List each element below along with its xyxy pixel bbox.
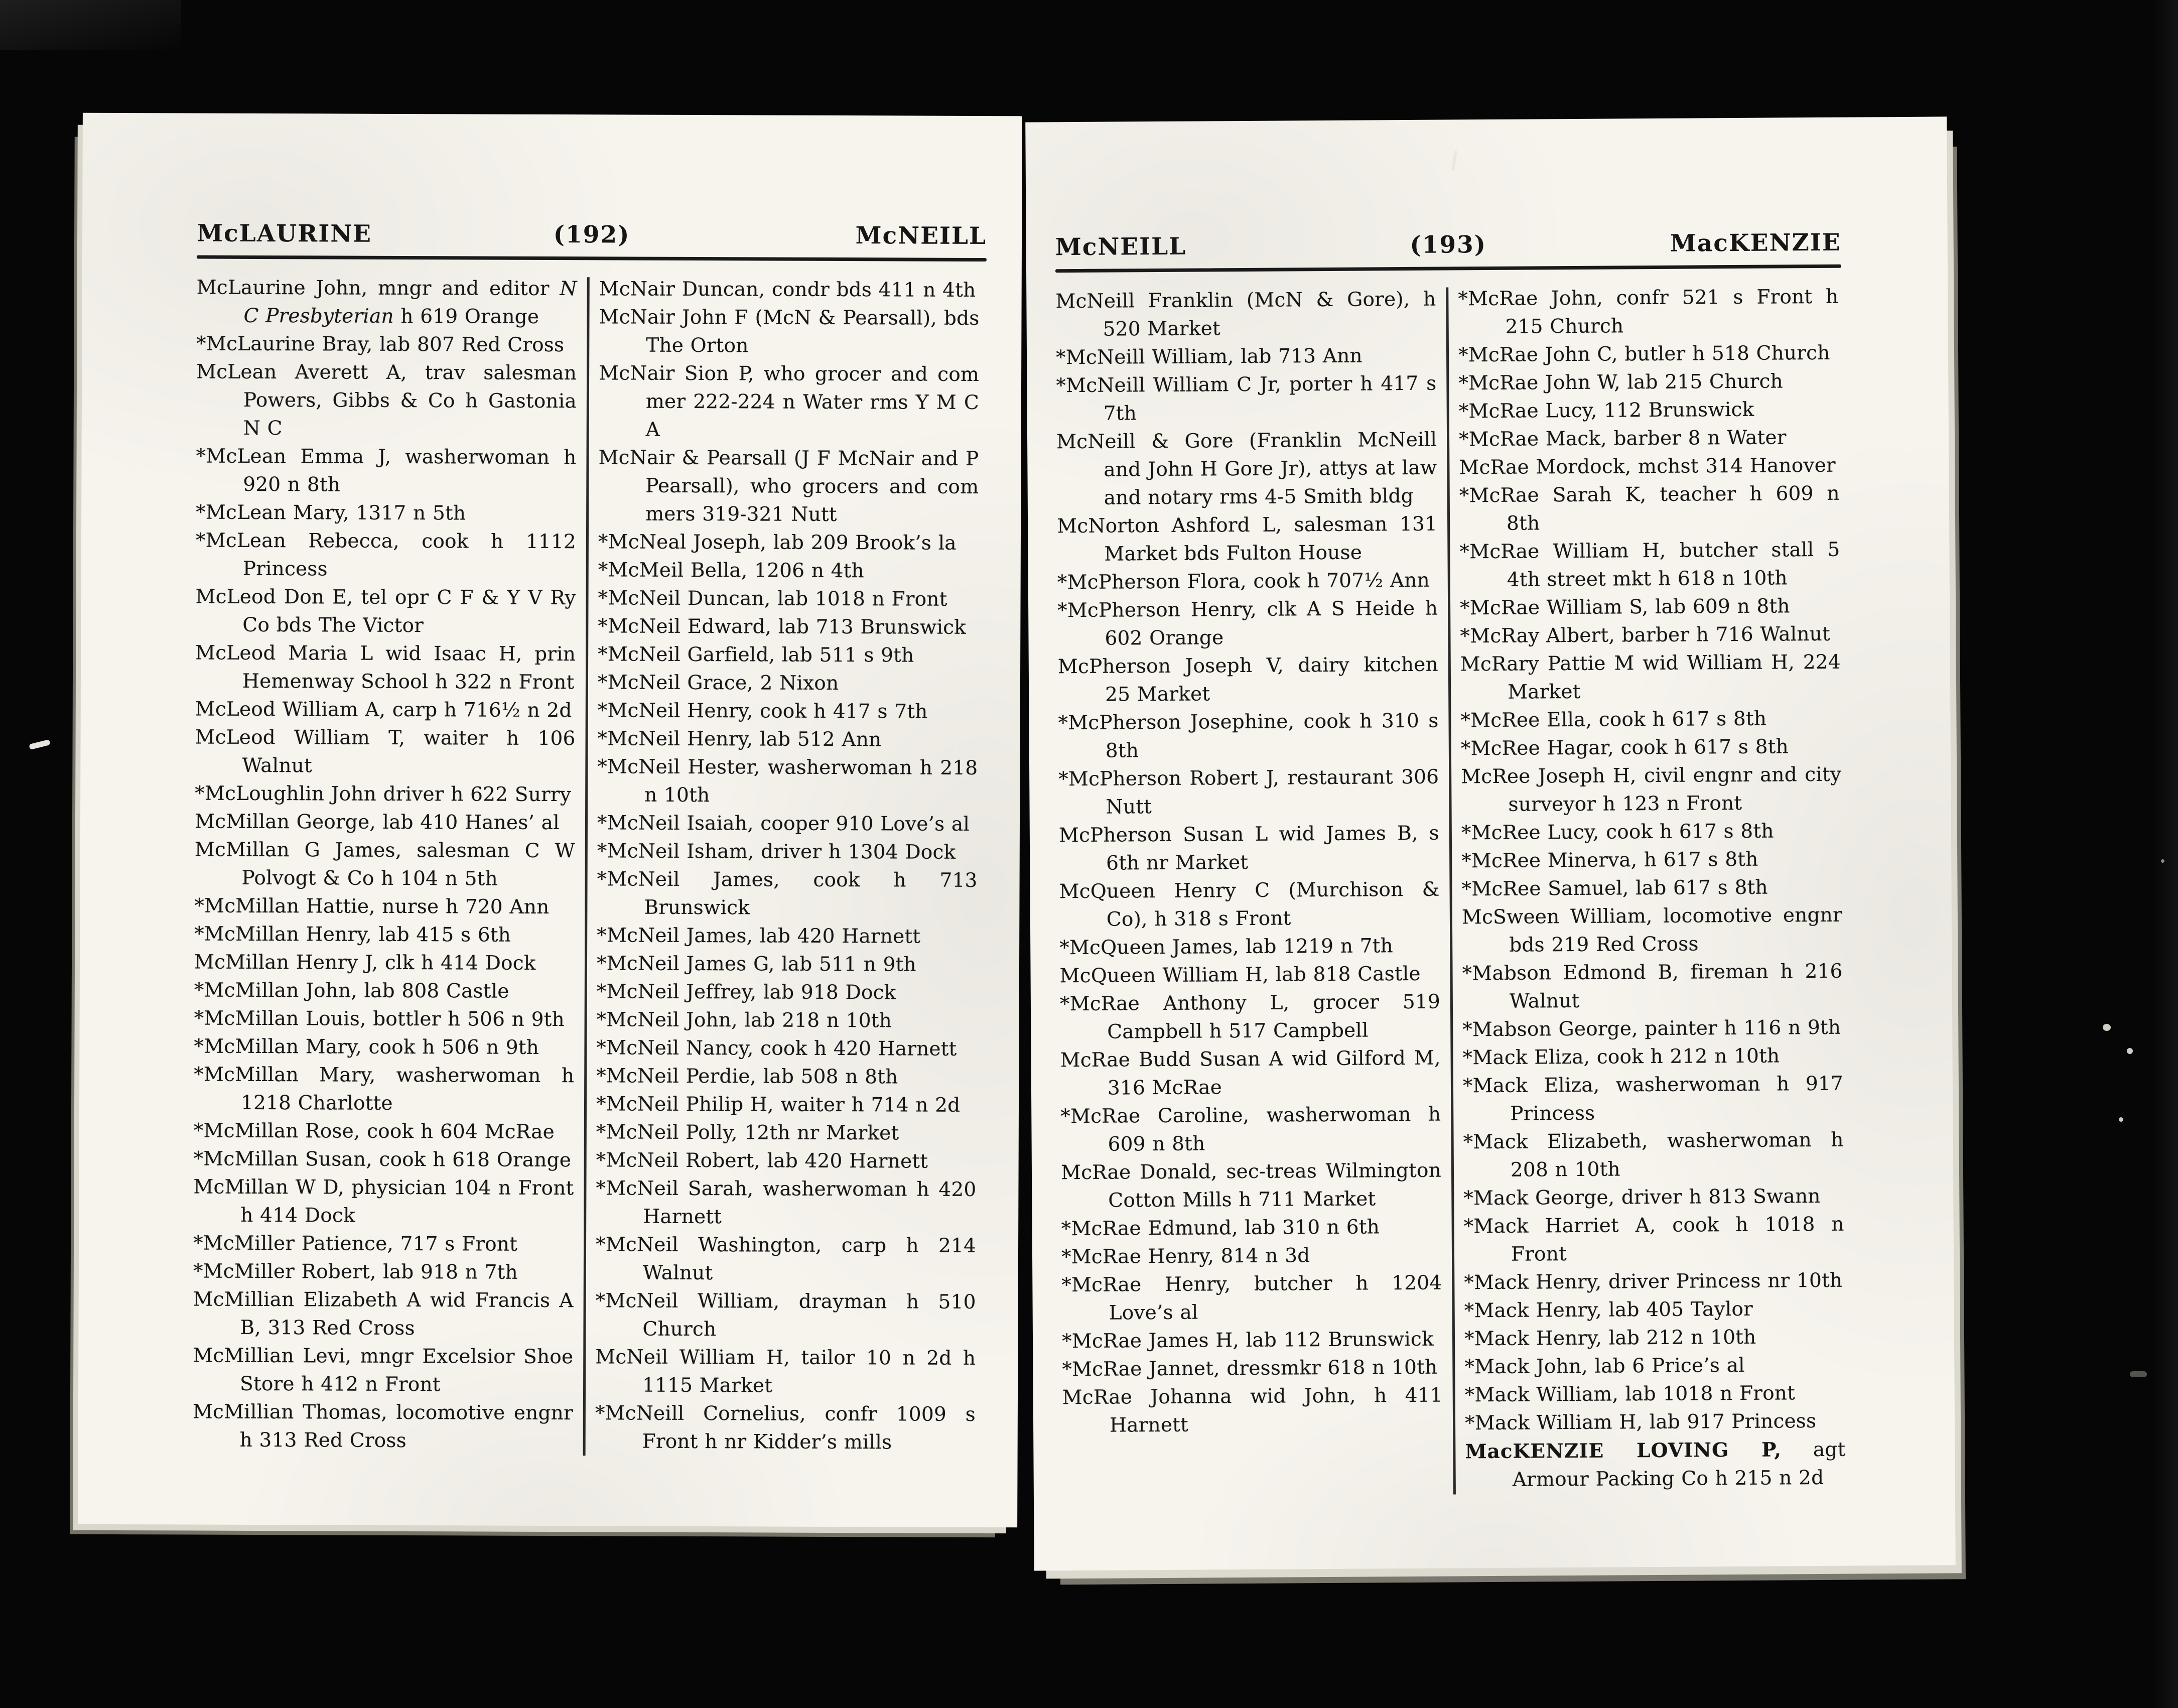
running-head-left: McLAURINE bbox=[196, 219, 372, 248]
page-193 bbox=[1025, 116, 1956, 1570]
directory-entry: *McMiller Robert, lab 918 n 7th bbox=[193, 1260, 518, 1284]
directory-entry: *McMillan Henry, lab 415 s 6th bbox=[194, 923, 511, 947]
directory-entry: McRae Budd Susan A wid Gilford M, 316 McRae bbox=[1060, 1046, 1441, 1100]
directory-entry: *McRae Henry, 814 n 3d bbox=[1061, 1244, 1310, 1269]
directory-entry: McQueen Henry C (Murchison & Co), h 318 s Front bbox=[1059, 878, 1440, 931]
column-1 bbox=[1055, 286, 1443, 1497]
directory-entry: *Mack William H, lab 917 Princess bbox=[1464, 1410, 1817, 1435]
running-head-right: MacKENZIE bbox=[1670, 228, 1841, 257]
column-1 bbox=[193, 274, 577, 1456]
directory-entry: *McNeil William, drayman h 510 Church bbox=[595, 1289, 976, 1341]
directory-entry: *McRae John W, lab 215 Church bbox=[1458, 370, 1784, 395]
directory-entry: *McNeil Henry, lab 512 Ann bbox=[597, 727, 882, 751]
page-number: (192) bbox=[553, 221, 630, 249]
directory-entry: McRee Joseph H, civil engnr and city surveyor h 123 n Front bbox=[1461, 763, 1842, 816]
directory-entry: *McNeil Henry, cook h 417 s 7th bbox=[597, 699, 928, 723]
directory-entry: *McNeill William, lab 713 Ann bbox=[1055, 344, 1363, 369]
directory-entry: McNair & Pearsall (J F McNair and P Pearsall), who grocers and com mers 319-321 Nutt bbox=[598, 446, 979, 526]
directory-entry: *McMiller Patience, 717 s Front bbox=[193, 1232, 518, 1256]
directory-entry: McRae Donald, sec-treas Wilmington Cotton Mills h 711 Market bbox=[1060, 1159, 1442, 1212]
directory-entry: *McNeill William C Jr, porter h 417 s 7th bbox=[1056, 372, 1437, 425]
directory-entry: *McNeil Sarah, washerwoman h 420 Harnett bbox=[596, 1177, 977, 1229]
directory-entry: *McLean Rebecca, cook h 1112 Princess bbox=[195, 529, 577, 581]
directory-entry: *Mabson Edmond B, fireman h 216 Walnut bbox=[1462, 960, 1843, 1013]
directory-entry: McMillan W D, physician 104 n Front h 414 Dock bbox=[193, 1175, 574, 1227]
directory-entry: McRae Mordock, mchst 314 Hanover bbox=[1459, 454, 1836, 479]
directory-entry: McNair Duncan, condr bds 411 n 4th bbox=[599, 278, 976, 302]
directory-entry: *Mabson George, painter h 116 n 9th bbox=[1462, 1016, 1841, 1041]
running-head bbox=[1055, 229, 1841, 261]
directory-entry: *McPherson Flora, cook h 707½ Ann bbox=[1057, 569, 1430, 594]
directory-entry: McLean Averett A, trav salesman Powers, Gibbs & Co h Gastonia N C bbox=[196, 360, 577, 440]
directory-entry: *McRae William H, butcher stall 5 4th street mkt h 618 n 10th bbox=[1459, 538, 1840, 591]
directory-entry: *McPherson Josephine, cook h 310 s 8th bbox=[1058, 709, 1439, 762]
running-head-right: McNEILL bbox=[855, 222, 987, 250]
scan-artifact bbox=[29, 739, 50, 750]
directory-entry: McMillian Elizabeth A wid Francis A B, 313 Red Cross bbox=[193, 1288, 574, 1340]
directory-entry: McNair John F (McN & Pearsall), bds The Orton bbox=[599, 306, 980, 357]
directory-entry: *McRee Samuel, lab 617 s 8th bbox=[1461, 876, 1768, 901]
directory-entry: *McMillan Hattie, nurse h 720 Ann bbox=[194, 894, 550, 918]
directory-entry: McSween William, locomotive engnr bds 219 Red Cross bbox=[1461, 903, 1843, 957]
directory-entry: *Mack Henry, lab 405 Taylor bbox=[1464, 1297, 1753, 1323]
directory-entry: McRary Pattie M wid William H, 224 Market bbox=[1460, 650, 1841, 704]
scan-shadow bbox=[0, 0, 181, 50]
directory-entry: *Mack Henry, driver Princess nr 10th bbox=[1464, 1269, 1843, 1294]
directory-entry: *McRee Minerva, h 617 s 8th bbox=[1461, 848, 1758, 873]
directory-entry: *McNeil Robert, lab 420 Harnett bbox=[596, 1149, 928, 1173]
directory-entry: McNeill & Gore (Franklin McNeill and John H Gore Jr), attys at law and notary rms 4-5 Smith bldg bbox=[1056, 428, 1437, 509]
scan-artifact bbox=[2103, 1024, 2111, 1031]
directory-entry: *Mack Elizabeth, washerwoman h 208 n 10th bbox=[1463, 1128, 1844, 1181]
page-number: (193) bbox=[1410, 231, 1487, 259]
running-head-left: McNEILL bbox=[1055, 232, 1187, 261]
directory-entry: *McRae James H, lab 112 Brunswick bbox=[1061, 1328, 1434, 1353]
directory-entry: *McRae John, confr 521 s Front h 215 Church bbox=[1458, 285, 1839, 338]
directory-entry: *McPherson Robert J, restaurant 306 Nutt bbox=[1058, 765, 1439, 819]
directory-entry: *McNeil James, cook h 713 Brunswick bbox=[597, 868, 978, 919]
directory-entry: *McRay Albert, barber h 716 Walnut bbox=[1460, 622, 1831, 648]
directory-entry: McMillan G James, salesman C W Polvogt & Co h 104 n 5th bbox=[194, 838, 575, 890]
directory-entry: McQueen William H, lab 818 Castle bbox=[1059, 962, 1421, 988]
directory-entry: *McQueen James, lab 1219 n 7th bbox=[1059, 935, 1394, 960]
column-divider-rule bbox=[1446, 287, 1456, 1494]
directory-entry: McMillan Henry J, clk h 414 Dock bbox=[194, 951, 536, 975]
directory-entry: *McNeil James, lab 420 Harnett bbox=[597, 924, 921, 948]
directory-entry: *McNeil Jeffrey, lab 918 Dock bbox=[596, 980, 896, 1004]
directory-entry: *McNeil Perdie, lab 508 n 8th bbox=[596, 1065, 898, 1089]
directory-entry: *McRae John C, butler h 518 Church bbox=[1458, 341, 1830, 367]
directory-entry: *McPherson Henry, clk A S Heide h 602 Orange bbox=[1057, 597, 1438, 650]
directory-entry: *McNeil Isaiah, cooper 910 Love’s al bbox=[597, 812, 970, 836]
directory-entry: McLeod Maria L wid Isaac H, prin Hemenway School h 322 n Front bbox=[195, 641, 576, 694]
directory-entry: *McLaurine Bray, lab 807 Red Cross bbox=[196, 332, 565, 357]
directory-entry: *McNeil Edward, lab 713 Brunswick bbox=[598, 615, 967, 639]
directory-entry: *McRee Lucy, cook h 617 s 8th bbox=[1461, 820, 1774, 845]
column-2 bbox=[1458, 283, 1846, 1495]
directory-entry: *McRae Lucy, 112 Brunswick bbox=[1458, 398, 1754, 423]
directory-entry: *McMillan Susan, cook h 618 Orange bbox=[193, 1147, 572, 1172]
directory-entry: *McMeil Bella, 1206 n 4th bbox=[598, 559, 864, 583]
directory-entry: *Mack Eliza, cook h 212 n 10th bbox=[1462, 1044, 1780, 1070]
column-divider-rule bbox=[583, 277, 590, 1456]
directory-entry: McLeod William T, waiter h 106 Walnut bbox=[195, 726, 576, 777]
directory-entry: McNeil William H, tailor 10 n 2d h 1115 Market bbox=[595, 1346, 976, 1397]
directory-entry: *McRee Hagar, cook h 617 s 8th bbox=[1460, 735, 1789, 760]
directory-entry: *McMillan Mary, cook h 506 n 9th bbox=[194, 1035, 539, 1059]
directory-entry: *McNeil Polly, 12th nr Market bbox=[596, 1121, 899, 1145]
scan-shadow bbox=[2153, 0, 2178, 1708]
directory-entry: *McMillan Louis, bottler h 506 n 9th bbox=[194, 1007, 565, 1031]
page-192 bbox=[78, 113, 1022, 1528]
directory-entry: McMillian Thomas, locomotive engnr h 313 Red Cross bbox=[192, 1400, 573, 1453]
directory-entry: *McRee Ella, cook h 617 s 8th bbox=[1460, 707, 1767, 732]
header-rule bbox=[1055, 265, 1841, 273]
directory-entry: *McRae William S, lab 609 n 8th bbox=[1459, 595, 1790, 620]
directory-entry: *McRae Caroline, washerwoman h 609 n 8th bbox=[1060, 1103, 1441, 1156]
directory-entry: *McLoughlin John driver h 622 Surry bbox=[195, 782, 572, 807]
directory-entry: McLaurine John, mngr and editor N C Presbyterian h 619 Orange bbox=[196, 276, 577, 328]
directory-entry: *McNeil Duncan, lab 1018 n Front bbox=[598, 587, 947, 611]
directory-entry: *McLean Mary, 1317 n 5th bbox=[196, 501, 466, 525]
directory-entry: *McRae Edmund, lab 310 n 6th bbox=[1061, 1216, 1380, 1241]
scan-artifact bbox=[2161, 859, 2164, 863]
directory-entry: *McMillan Mary, washerwoman h 1218 Charlotte bbox=[194, 1063, 575, 1115]
directory-entry: McNorton Ashford L, salesman 131 Market bds Fulton House bbox=[1056, 512, 1438, 566]
directory-entry: *McRae Sarah K, teacher h 609 n 8th bbox=[1459, 482, 1840, 535]
directory-entry: *McRae Jannet, dressmkr 618 n 10th bbox=[1062, 1356, 1438, 1381]
header-rule bbox=[197, 255, 987, 261]
directory-entry: McPherson Susan L wid James B, s 6th nr Market bbox=[1058, 822, 1440, 875]
directory-entry: *McMillan John, lab 808 Castle bbox=[194, 979, 509, 1003]
directory-entry: McLeod William A, carp h 716½ n 2d bbox=[195, 698, 572, 722]
directory-entry: *McNeal Joseph, lab 209 Brook’s la bbox=[598, 531, 957, 555]
directory-entry: *McRae Anthony L, grocer 519 Campbell h 517 Campbell bbox=[1059, 990, 1441, 1043]
directory-entry: *McLean Emma J, washerwoman h 920 n 8th bbox=[196, 445, 577, 496]
directory-entry: *Mack Eliza, washerwoman h 917 Princess bbox=[1462, 1072, 1844, 1125]
directory-entry: *McNeil Washington, carp h 214 Walnut bbox=[595, 1233, 977, 1285]
scan-artifact bbox=[2130, 1371, 2147, 1377]
directory-entry: *Mack Harriet A, cook h 1018 n Front bbox=[1463, 1213, 1844, 1266]
directory-entry: McMillan George, lab 410 Hanes’ al bbox=[194, 810, 560, 835]
directory-entry: *McNeil Grace, 2 Nixon bbox=[597, 671, 839, 695]
directory-entry: McPherson Joseph V, dairy kitchen 25 Market bbox=[1057, 653, 1438, 706]
directory-entry: *McNeil James G, lab 511 n 9th bbox=[596, 952, 916, 976]
directory-entry: *McNeil John, lab 218 n 10th bbox=[596, 1008, 892, 1032]
directory-entry: *McNeil Isham, driver h 1304 Dock bbox=[597, 840, 956, 864]
column-2 bbox=[595, 275, 980, 1457]
column-container bbox=[1055, 283, 1849, 1497]
directory-entry: *McNeil Hester, washerwoman h 218 n 10th bbox=[597, 755, 978, 807]
directory-entry: McMillian Levi, mngr Excelsior Shoe Store h 412 n Front bbox=[193, 1344, 574, 1396]
column-container bbox=[193, 274, 987, 1457]
directory-entry: *McRae Henry, butcher h 1204 Love’s al bbox=[1061, 1271, 1442, 1325]
directory-entry: *Mack John, lab 6 Price’s al bbox=[1464, 1354, 1745, 1379]
directory-entry: McRae Johanna wid John, h 411 Harnett bbox=[1062, 1384, 1443, 1437]
directory-entry: *McNeil Nancy, cook h 420 Harnett bbox=[596, 1036, 957, 1061]
directory-entry: *McNeil Garfield, lab 511 s 9th bbox=[598, 643, 914, 667]
directory-entry: *Mack George, driver h 813 Swann bbox=[1463, 1185, 1821, 1210]
directory-entry: *McMillan Rose, cook h 604 McRae bbox=[193, 1119, 555, 1144]
running-head bbox=[197, 220, 987, 250]
directory-entry: McLeod Don E, tel opr C F & Y V Ry Co bds The Victor bbox=[195, 585, 576, 637]
directory-entry: MacKENZIE LOVING P, agt Armour Packing Co h 215 n 2d bbox=[1465, 1438, 1846, 1491]
directory-entry: McNair Sion P, who grocer and com mer 222-224 n Water rms Y M C A bbox=[599, 362, 980, 441]
directory-entry: *Mack Henry, lab 212 n 10th bbox=[1464, 1326, 1756, 1351]
directory-entry: *McNeil Philip H, waiter h 714 n 2d bbox=[596, 1093, 961, 1117]
scan-artifact bbox=[2119, 1117, 2123, 1122]
directory-entry: *Mack William, lab 1018 n Front bbox=[1464, 1382, 1796, 1407]
directory-entry: McNeill Franklin (McN & Gore), h 520 Market bbox=[1055, 288, 1436, 341]
scan-artifact bbox=[2127, 1048, 2133, 1054]
directory-entry: *McNeill Cornelius, confr 1009 s Front h nr Kidder’s mills bbox=[595, 1402, 976, 1454]
directory-entry: *McRae Mack, barber 8 n Water bbox=[1458, 426, 1787, 451]
